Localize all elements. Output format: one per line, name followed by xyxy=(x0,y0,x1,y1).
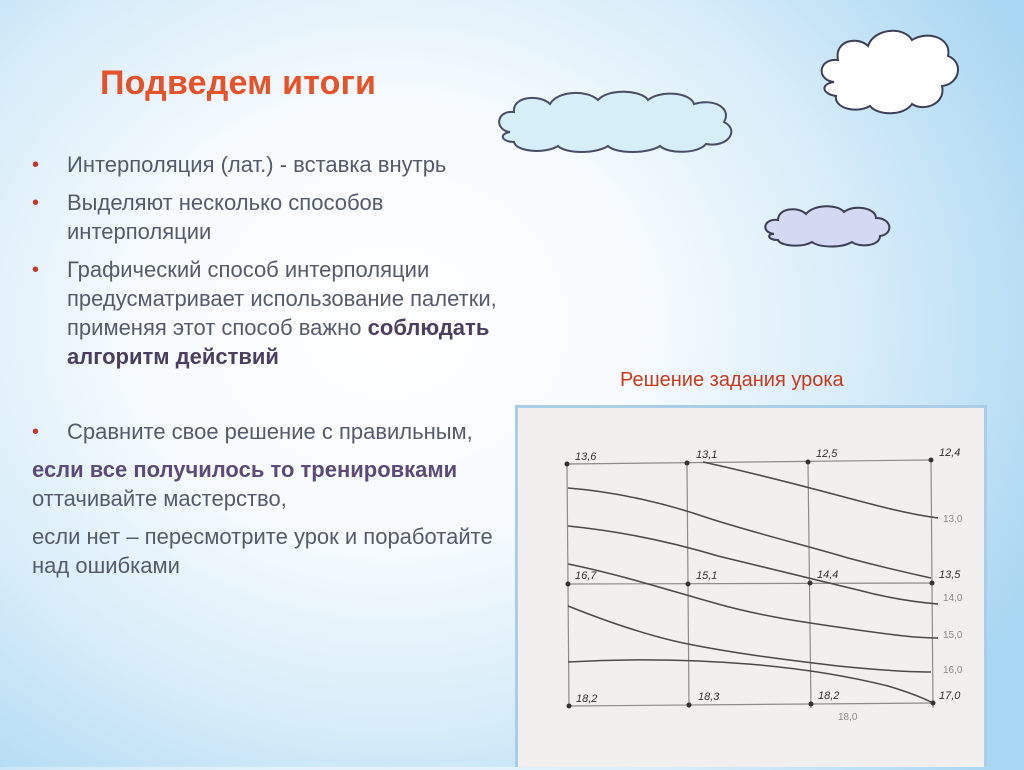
point-label: 16,7 xyxy=(575,570,597,582)
bullet-item xyxy=(32,188,532,246)
point-label: 13,6 xyxy=(575,451,597,463)
contour-label: 15,0 xyxy=(943,630,963,641)
note-success-bold: если все получилось то тренировками xyxy=(32,457,458,482)
point-label: 12,4 xyxy=(939,447,961,459)
solution-figure xyxy=(515,405,987,767)
bullet-icon: • xyxy=(32,192,40,214)
bullet-text-bold: соблюдать алгоритм действий xyxy=(67,315,490,369)
bullet-text: Выделяют несколько способов интерполяции xyxy=(67,190,384,244)
bullet-icon: • xyxy=(32,421,40,443)
cloud-large xyxy=(492,88,742,154)
bullet-list xyxy=(32,150,532,580)
page-title: Подведем итоги xyxy=(100,64,377,102)
palette-grid xyxy=(518,408,984,770)
contour-label: 13,0 xyxy=(943,514,963,525)
point-label: 18,2 xyxy=(576,693,598,705)
bullet-icon: • xyxy=(32,154,40,176)
point-label: 14,4 xyxy=(817,569,839,581)
contour-label: 18,0 xyxy=(838,712,858,723)
point-label: 12,5 xyxy=(816,448,838,460)
bullet-item xyxy=(32,150,532,179)
cloud-small xyxy=(760,204,894,248)
contour-label: 14,0 xyxy=(943,593,963,604)
point-label: 13,1 xyxy=(696,449,718,461)
point-label: 13,5 xyxy=(939,569,961,581)
contour-label: 16,0 xyxy=(943,665,963,676)
bullet-item xyxy=(32,417,532,446)
bullet-icon: • xyxy=(32,259,40,281)
figure-caption: Решение задания урока xyxy=(620,369,844,391)
point-label: 18,2 xyxy=(818,690,840,702)
bullet-text: Интерполяция (лат.) - вставка внутрь xyxy=(67,152,447,177)
bullet-text: Сравните свое решение с правильным, xyxy=(67,419,473,444)
point-label: 15,1 xyxy=(696,570,718,582)
point-label: 17,0 xyxy=(939,690,961,702)
point-label: 18,3 xyxy=(698,691,720,703)
bullet-text: Графический способ интерполяции предусматривает использование палетки, применяя этот способ важно xyxy=(67,257,497,340)
note-success xyxy=(32,455,532,513)
note-failure: если нет – пересмотрите урок и поработайте над ошибками xyxy=(32,524,493,578)
cloud-top-right xyxy=(812,20,964,118)
bullet-item xyxy=(32,255,532,371)
note-success-rest: оттачивайте мастерство, xyxy=(32,486,287,511)
